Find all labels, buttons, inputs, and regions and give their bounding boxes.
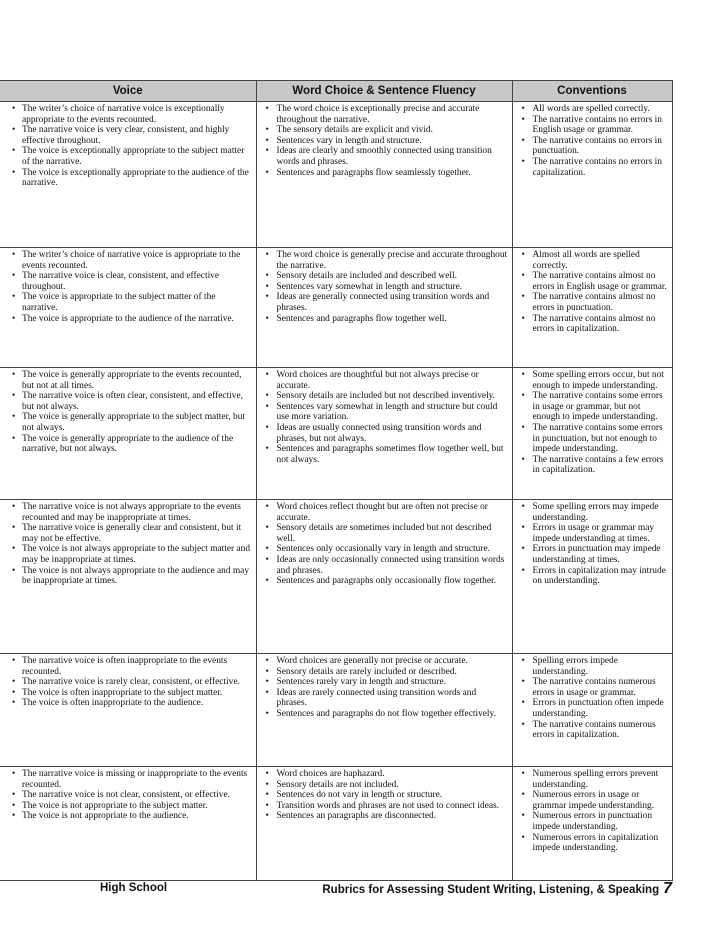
criterion-item: • The narrative contains some errors in usage or grammar, but not enough to impede understanding. <box>515 391 668 423</box>
conventions-cell <box>512 248 672 368</box>
rubric-row <box>0 767 672 881</box>
criterion-item: • Almost all words are spelled correctly. <box>515 250 668 271</box>
criterion-item: • Ideas are rarely connected using transition words and phrases. <box>259 688 508 709</box>
criterion-item: • The voice is appropriate to the subject matter of the narrative. <box>2 292 252 313</box>
criterion-item: • Ideas are usually connected using transition words and phrases, but not always. <box>259 423 508 444</box>
criterion-item: • Sentences vary in length and structure. <box>259 136 508 147</box>
criterion-item: • The voice is exceptionally appropriate to the subject matter of the narrative. <box>2 146 252 167</box>
criterion-item: • The narrative contains no errors in English usage or grammar. <box>515 115 668 136</box>
criterion-item: • All words are spelled correctly. <box>515 104 668 115</box>
criterion-item: • Ideas are clearly and smoothly connected using transition words and phrases. <box>259 146 508 167</box>
voice-cell <box>0 368 256 500</box>
criteria-list <box>515 250 668 335</box>
criteria-list <box>2 250 252 324</box>
criterion-item: • Sentences and paragraphs only occasionally flow together. <box>259 576 508 587</box>
conventions-cell <box>512 654 672 767</box>
criteria-list <box>259 370 508 465</box>
word-choice-cell <box>256 767 512 881</box>
criterion-item: • Ideas are generally connected using transition words and phrases. <box>259 292 508 313</box>
criterion-item: • The narrative voice is rarely clear, consistent, or effective. <box>2 677 252 688</box>
criterion-item: • The narrative contains almost no errors in English usage or grammar. <box>515 271 668 292</box>
criterion-item: • Sentences and paragraphs do not flow together effectively. <box>259 709 508 720</box>
criterion-item: • Sentences vary somewhat in length and structure but could use more variation. <box>259 402 508 423</box>
criterion-item: • Word choices are haphazard. <box>259 769 508 780</box>
criterion-item: • The voice is not appropriate to the audience. <box>2 811 252 822</box>
criterion-item: • Errors in punctuation may impede understanding at times. <box>515 544 668 565</box>
criterion-item: • Sentences and paragraphs flow seamlessly together. <box>259 168 508 179</box>
criteria-list <box>2 769 252 822</box>
criteria-list <box>515 104 668 178</box>
criterion-item: • The voice is often inappropriate to the subject matter. <box>2 688 252 699</box>
criteria-list <box>515 502 668 587</box>
criterion-item: • The voice is not always appropriate to the subject matter and may be inappropriate at times. <box>2 544 252 565</box>
word-choice-cell <box>256 248 512 368</box>
criterion-item: • The narrative contains numerous errors in usage or grammar. <box>515 677 668 698</box>
criterion-item: • The word choice is exceptionally precise and accurate throughout the narrative. <box>259 104 508 125</box>
header-word-choice: Word Choice & Sentence Fluency <box>256 81 512 102</box>
criterion-item: • Sentences an paragraphs are disconnected. <box>259 811 508 822</box>
criteria-list <box>2 370 252 455</box>
rubric-row <box>0 500 672 654</box>
criteria-list <box>259 502 508 587</box>
rubric-row <box>0 368 672 500</box>
criterion-item: • The narrative voice is often inappropriate to the events recounted. <box>2 656 252 677</box>
criterion-item: • Numerous errors in punctuation impede understanding. <box>515 811 668 832</box>
criterion-item: • Ideas are only occasionally connected using transition words and phrases. <box>259 555 508 576</box>
criterion-item: • The sensory details are explicit and vivid. <box>259 125 508 136</box>
criteria-list <box>2 656 252 709</box>
criterion-item: • The writer’s choice of narrative voice is exceptionally appropriate to the events recounted. <box>2 104 252 125</box>
criterion-item: • The voice is not appropriate to the subject matter. <box>2 801 252 812</box>
criterion-item: • Some spelling errors occur, but not enough to impede understanding. <box>515 370 668 391</box>
criteria-list <box>259 656 508 720</box>
criterion-item: • The narrative contains almost no errors in punctuation. <box>515 292 668 313</box>
voice-cell <box>0 654 256 767</box>
criterion-item: • The narrative voice is generally clear and consistent, but it may not be effective. <box>2 523 252 544</box>
criterion-item: • The writer’s choice of narrative voice is appropriate to the events recounted. <box>2 250 252 271</box>
criterion-item: • Numerous errors in usage or grammar impede understanding. <box>515 790 668 811</box>
criteria-list <box>259 769 508 822</box>
criterion-item: • Errors in usage or grammar may impede understanding at times. <box>515 523 668 544</box>
word-choice-cell <box>256 102 512 248</box>
criterion-item: • Sentences only occasionally vary in length and structure. <box>259 544 508 555</box>
criterion-item: • The narrative voice is missing or inappropriate to the events recounted. <box>2 769 252 790</box>
header-voice: Voice <box>0 81 256 102</box>
criterion-item: • Sensory details are not included. <box>259 780 508 791</box>
footer-book-title: Rubrics for Assessing Student Writing, Listening, & Speaking <box>322 884 660 896</box>
criterion-item: • The voice is exceptionally appropriate to the audience of the narrative. <box>2 168 252 189</box>
criterion-item: • Sentences and paragraphs flow together well. <box>259 314 508 325</box>
header-conventions: Conventions <box>512 81 672 102</box>
criterion-item: • Errors in punctuation often impede understanding. <box>515 698 668 719</box>
criterion-item: • The narrative voice is not always appropriate to the events recounted and may be inappropriate at times. <box>2 502 252 523</box>
voice-cell <box>0 102 256 248</box>
criterion-item: • The voice is appropriate to the audience of the narrative. <box>2 314 252 325</box>
criterion-item: • Transition words and phrases are not used to connect ideas. <box>259 801 508 812</box>
rubric-row <box>0 248 672 368</box>
criterion-item: • Sensory details are included but not described inventively. <box>259 391 508 402</box>
criterion-item: • The narrative voice is often clear, consistent, and effective, but not always. <box>2 391 252 412</box>
criteria-list <box>515 370 668 476</box>
criteria-list <box>2 104 252 189</box>
criterion-item: • The voice is generally appropriate to the subject matter, but not always. <box>2 412 252 433</box>
footer-title <box>322 880 672 898</box>
word-choice-cell <box>256 368 512 500</box>
voice-cell <box>0 248 256 368</box>
voice-cell <box>0 500 256 654</box>
conventions-cell <box>512 102 672 248</box>
rubric-body <box>0 102 672 881</box>
criterion-item: • The voice is not always appropriate to the audience and may be inappropriate at times. <box>2 566 252 587</box>
header-row <box>0 81 672 102</box>
criterion-item: • Some spelling errors may impede understanding. <box>515 502 668 523</box>
criterion-item: • Numerous errors in capitalization impede understanding. <box>515 833 668 854</box>
criterion-item: • Spelling errors impede understanding. <box>515 656 668 677</box>
criterion-item: • The narrative contains a few errors in capitalization. <box>515 455 668 476</box>
criteria-list <box>2 502 252 587</box>
criteria-list <box>259 250 508 324</box>
criterion-item: • The narrative contains numerous errors in capitalization. <box>515 720 668 741</box>
criterion-item: • Sensory details are rarely included or described. <box>259 667 508 678</box>
criterion-item: • The narrative contains some errors in punctuation, but not enough to impede understanding. <box>515 423 668 455</box>
criteria-list <box>259 104 508 178</box>
criteria-list <box>515 656 668 741</box>
criterion-item: • Sentences rarely vary in length and structure. <box>259 677 508 688</box>
criterion-item: • The voice is generally appropriate to the events recounted, but not at all times. <box>2 370 252 391</box>
criterion-item: • The narrative voice is clear, consistent, and effective throughout. <box>2 271 252 292</box>
criterion-item: • The narrative contains no errors in punctuation. <box>515 136 668 157</box>
conventions-cell <box>512 500 672 654</box>
criterion-item: • Sensory details are included and described well. <box>259 271 508 282</box>
word-choice-cell <box>256 500 512 654</box>
word-choice-cell <box>256 654 512 767</box>
criterion-item: • The narrative contains no errors in capitalization. <box>515 157 668 178</box>
criterion-item: • Word choices reflect thought but are often not precise or accurate. <box>259 502 508 523</box>
criterion-item: • Numerous spelling errors prevent understanding. <box>515 769 668 790</box>
criterion-item: • Sensory details are sometimes included but not described well. <box>259 523 508 544</box>
criterion-item: • The voice is generally appropriate to the audience of the narrative, but not always. <box>2 434 252 455</box>
criterion-item: • Word choices are thoughtful but not always precise or accurate. <box>259 370 508 391</box>
rubric-table <box>0 80 673 881</box>
rubric-row <box>0 102 672 248</box>
conventions-cell <box>512 767 672 881</box>
footer-level: High School <box>100 882 168 894</box>
criterion-item: • The voice is often inappropriate to the audience. <box>2 698 252 709</box>
criterion-item: • The narrative voice is not clear, consistent, or effective. <box>2 790 252 801</box>
criterion-item: • The word choice is generally precise and accurate throughout the narrative. <box>259 250 508 271</box>
criterion-item: • Word choices are generally not precise or accurate. <box>259 656 508 667</box>
rubric-row <box>0 654 672 767</box>
voice-cell <box>0 767 256 881</box>
criteria-list <box>515 769 668 854</box>
criterion-item: • The narrative contains almost no errors in capitalization. <box>515 314 668 335</box>
conventions-cell <box>512 368 672 500</box>
criterion-item: • Sentences and paragraphs sometimes flow together well, but not always. <box>259 444 508 465</box>
criterion-item: • The narrative voice is very clear, consistent, and highly effective throughout. <box>2 125 252 146</box>
criterion-item: • Sentences do not vary in length or structure. <box>259 790 508 801</box>
page-number: 7 <box>663 880 672 897</box>
criterion-item: • Errors in capitalization may intrude on understanding. <box>515 566 668 587</box>
criterion-item: • Sentences vary somewhat in length and structure. <box>259 282 508 293</box>
